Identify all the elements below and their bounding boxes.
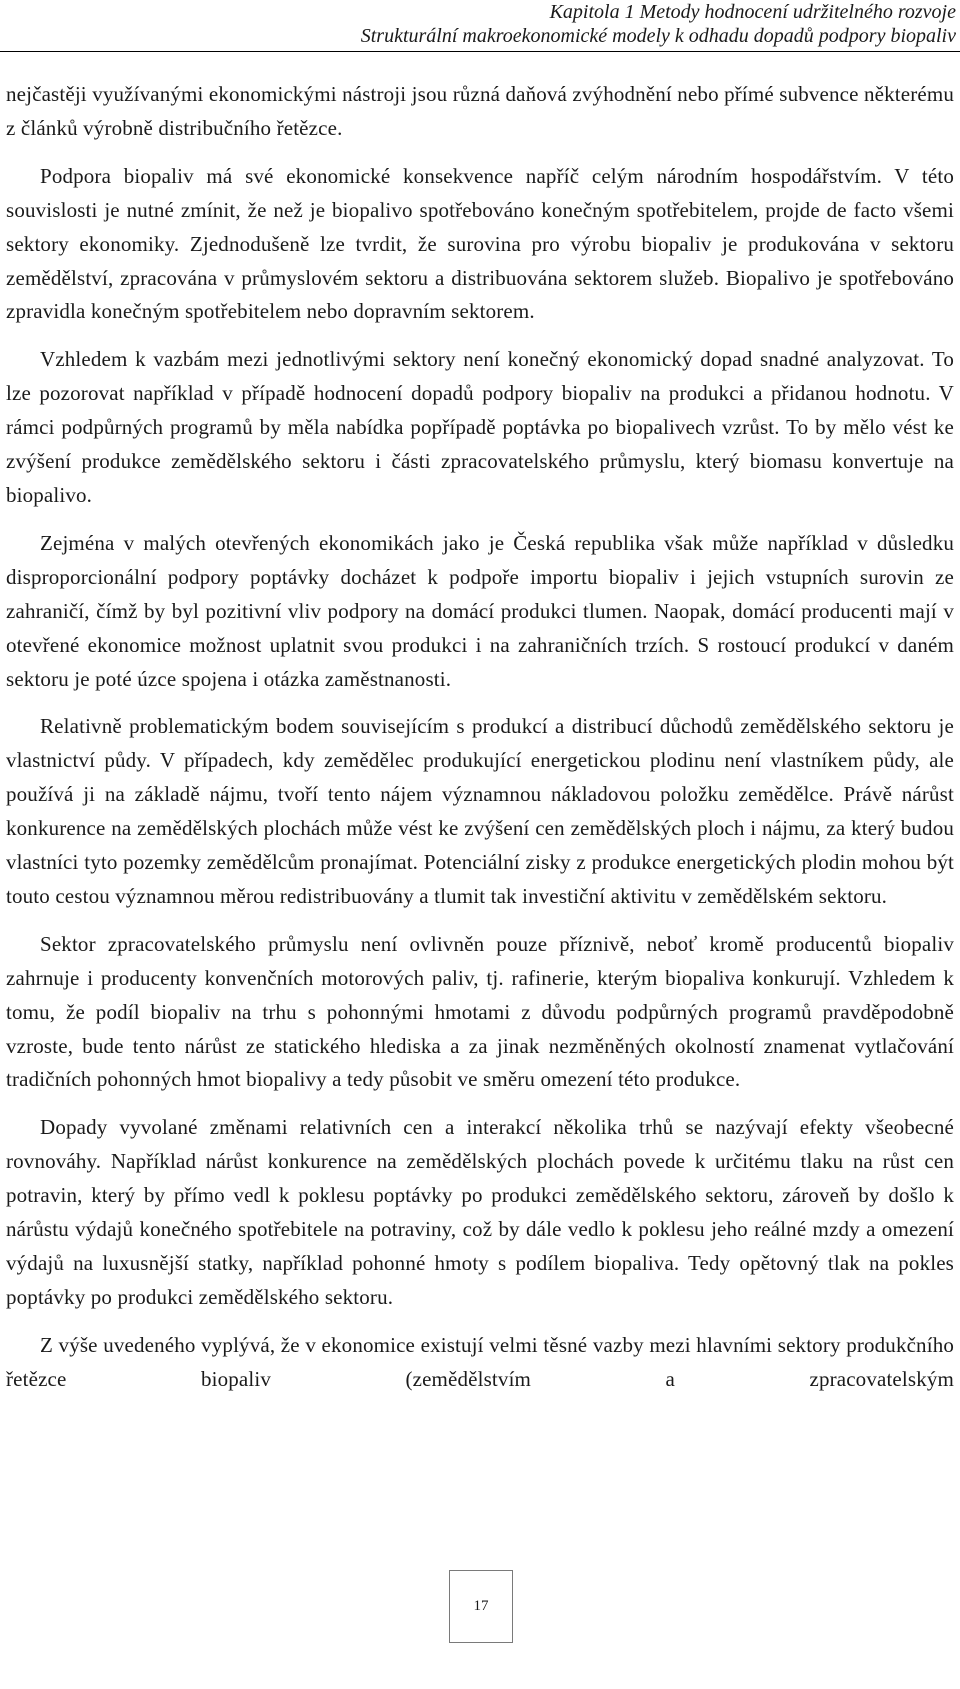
page-number: 17: [473, 1598, 489, 1614]
paragraph-8: Z výše uvedeného vyplývá, že v ekonomice existují velmi těsné vazby mezi hlavními sektory produkčního řetězce biopaliv (zemědělstvím a zpracovatelským: [6, 1332, 954, 1391]
paragraph-2: Podpora biopaliv má své ekonomické konsekvence napříč celým národním hospodářstvím. V této souvislosti je nutné zmínit, že než je biopalivo spotřebováno konečným spotřebitelem, projde de facto všemi sektory ekonomiky. Zjednodušeně lze tvrdit, že surovina pro výrobu biopaliv je produkována v sektoru zemědělství, zpracována v průmyslovém sektoru a distribuována sektorem služeb. Biopalivo je spotřebováno zpravidla konečným spotřebitelem nebo dopravním sektorem.: [6, 163, 954, 324]
paragraph-7: Dopady vyvolané změnami relativních cen a interakcí několika trhů se nazývají efekty všeobecné rovnováhy. Například nárůst konkurence na zemědělských plochách povede k určitému tlaku na růst cen potravin, který by přímo vedl k poklesu poptávky po produkci zemědělského sektoru, zároveň by došlo k nárůstu výdajů konečného spotřebitele na potraviny, což by dále vedlo k poklesu jeho reálné mzdy a omezení výdajů na luxusnější statky, například pohonné hmoty s podílem biopaliva. Tedy opětovný tlak na pokles poptávky po produkci zemědělského sektoru.: [6, 1115, 954, 1309]
chapter-title: Kapitola 1 Metody hodnocení udržitelného rozvoje: [549, 1, 956, 23]
section-title: Strukturální makroekonomické modely k odhadu dopadů podpory biopaliv: [360, 25, 956, 47]
paragraph-6: Sektor zpracovatelského průmyslu není ovlivněn pouze příznivě, neboť kromě producentů biopaliv zahrnuje i producenty konvenčních motorových paliv, tj. rafinerie, kterým biopaliva konkurují. Vzhledem k tomu, že podíl biopaliv na trhu s pohonnými hmotami z důvodu podpůrných programů pravděpodobně vzroste, bude tento nárůst ze statického hlediska a za jinak nezměněných okolností znamenat vytlačování tradičních pohonných hmot biopalivy a tedy působit ve směru omezení této produkce.: [6, 931, 954, 1092]
body-text: [6, 78, 954, 1397]
paragraph-3: Vzhledem k vazbám mezi jednotlivými sektory není konečný ekonomický dopad snadné analyzovat. To lze pozorovat například v případě hodnocení dopadů podpory biopaliv na produkci a přidanou hodnotu. V rámci podpůrných programů by měla nabídka popřípadě poptávka po biopalivech vzrůst. To by mělo vést ke zvýšení produkce zemědělského sektoru i části zpracovatelského průmyslu, který biomasu konvertuje na biopalivo.: [6, 347, 954, 507]
paragraph-4: Zejména v malých otevřených ekonomikách jako je Česká republika však může například v důsledku disproporcionální podpory poptávky docházet k podpoře importu biopaliv i jejich vstupních surovin ze zahraničí, čímž by byl pozitivní vliv podpory na domácí produkci tlumen. Naopak, domácí producenti mají v otevřené ekonomice možnost uplatnit svou produkci i na zahraničních trzích. S rostoucí produkcí v daném sektoru je poté úzce spojena i otázka zaměstnanosti.: [6, 530, 954, 691]
paragraph-5: Relativně problematickým bodem souvisejícím s produkcí a distribucí důchodů zemědělského sektoru je vlastnictví půdy. V případech, kdy zemědělec produkující energetickou plodinu není vlastníkem půdy, ale používá ji na základě nájmu, tvoří tento nájem významnou nákladovou položku zemědělce. Právě nárůst konkurence na zemědělských plochách může vést ke zvýšení cen zemědělských ploch i nájmu, za který budou vlastníci tyto pozemky zemědělcům pronajímat. Potenciální zisky z produkce energetických plodin mohou být touto cestou významnou měrou redistribuovány a tlumit tak investiční aktivitu v zemědělském sektoru.: [6, 714, 954, 908]
paragraph-1: nejčastěji využívanými ekonomickými nástroji jsou různá daňová zvýhodnění nebo přímé subvence některému z článků výrobně distribučního řetězce.: [6, 82, 954, 140]
page-number-box: [449, 1570, 513, 1643]
running-header: [0, 0, 960, 52]
